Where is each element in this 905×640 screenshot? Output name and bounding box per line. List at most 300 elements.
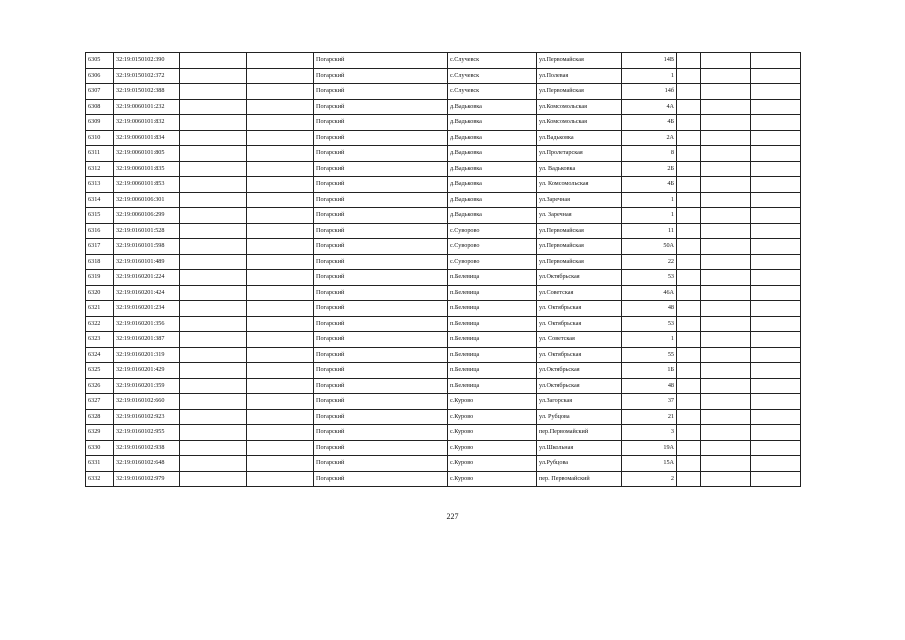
record-number-cell: 6312 xyxy=(86,161,114,177)
empty-cell xyxy=(180,115,247,131)
locality-cell: п.Белевица xyxy=(448,363,537,379)
cadastral-number-cell: 32:19:0160201:429 xyxy=(114,363,180,379)
house-number-cell: 53 xyxy=(622,270,677,286)
empty-cell xyxy=(751,394,801,410)
empty-cell xyxy=(247,130,314,146)
table-row xyxy=(86,192,801,208)
house-number-cell: 55 xyxy=(622,347,677,363)
district-cell: Погарский xyxy=(314,177,448,193)
empty-cell xyxy=(701,471,751,487)
empty-cell xyxy=(247,208,314,224)
property-registry-table xyxy=(85,52,801,487)
street-cell: ул.Октябрьская xyxy=(537,363,622,379)
district-cell: Погарский xyxy=(314,208,448,224)
district-cell: Погарский xyxy=(314,456,448,472)
empty-cell xyxy=(677,440,701,456)
street-cell: ул.Пролетарская xyxy=(537,146,622,162)
empty-cell xyxy=(247,332,314,348)
empty-cell xyxy=(247,146,314,162)
empty-cell xyxy=(247,456,314,472)
locality-cell: д.Вадьковка xyxy=(448,208,537,224)
record-number-cell: 6315 xyxy=(86,208,114,224)
empty-cell xyxy=(180,192,247,208)
cadastral-number-cell: 32:19:0150102:390 xyxy=(114,53,180,69)
empty-cell xyxy=(701,394,751,410)
record-number-cell: 6330 xyxy=(86,440,114,456)
district-cell: Погарский xyxy=(314,316,448,332)
empty-cell xyxy=(751,301,801,317)
street-cell: ул.Первомайская xyxy=(537,53,622,69)
empty-cell xyxy=(677,270,701,286)
cadastral-number-cell: 32:19:0060101:805 xyxy=(114,146,180,162)
empty-cell xyxy=(677,53,701,69)
locality-cell: с.Курово xyxy=(448,394,537,410)
table-row xyxy=(86,223,801,239)
district-cell: Погарский xyxy=(314,471,448,487)
empty-cell xyxy=(751,347,801,363)
cadastral-number-cell: 32:19:0160102:955 xyxy=(114,425,180,441)
empty-cell xyxy=(677,161,701,177)
cadastral-number-cell: 32:19:0160201:424 xyxy=(114,285,180,301)
record-number-cell: 6311 xyxy=(86,146,114,162)
street-cell: ул. Советская xyxy=(537,332,622,348)
table-row xyxy=(86,301,801,317)
district-cell: Погарский xyxy=(314,115,448,131)
locality-cell: с.Случевск xyxy=(448,68,537,84)
empty-cell xyxy=(701,347,751,363)
district-cell: Погарский xyxy=(314,146,448,162)
street-cell: ул. Октябрьская xyxy=(537,316,622,332)
empty-cell xyxy=(247,99,314,115)
empty-cell xyxy=(180,285,247,301)
empty-cell xyxy=(751,192,801,208)
empty-cell xyxy=(677,332,701,348)
street-cell: ул.Первомайская xyxy=(537,254,622,270)
empty-cell xyxy=(180,239,247,255)
house-number-cell: 3 xyxy=(622,425,677,441)
house-number-cell: 19А xyxy=(622,440,677,456)
empty-cell xyxy=(247,471,314,487)
empty-cell xyxy=(677,146,701,162)
locality-cell: с.Курово xyxy=(448,409,537,425)
empty-cell xyxy=(247,440,314,456)
table-row xyxy=(86,394,801,410)
empty-cell xyxy=(751,409,801,425)
house-number-cell: 1 xyxy=(622,68,677,84)
empty-cell xyxy=(751,177,801,193)
empty-cell xyxy=(751,254,801,270)
district-cell: Погарский xyxy=(314,409,448,425)
record-number-cell: 6323 xyxy=(86,332,114,348)
empty-cell xyxy=(180,363,247,379)
cadastral-number-cell: 32:19:0060106:299 xyxy=(114,208,180,224)
empty-cell xyxy=(247,161,314,177)
record-number-cell: 6309 xyxy=(86,115,114,131)
empty-cell xyxy=(247,409,314,425)
table-row xyxy=(86,146,801,162)
district-cell: Погарский xyxy=(314,347,448,363)
table-row xyxy=(86,363,801,379)
record-number-cell: 6332 xyxy=(86,471,114,487)
locality-cell: п.Белевица xyxy=(448,270,537,286)
street-cell: ул. Заречная xyxy=(537,208,622,224)
empty-cell xyxy=(751,270,801,286)
table-row xyxy=(86,208,801,224)
table-row xyxy=(86,130,801,146)
cadastral-number-cell: 32:19:0160201:387 xyxy=(114,332,180,348)
empty-cell xyxy=(701,456,751,472)
street-cell: пер.Первомайский xyxy=(537,425,622,441)
table-row xyxy=(86,440,801,456)
record-number-cell: 6305 xyxy=(86,53,114,69)
document-sheet xyxy=(85,52,800,487)
record-number-cell: 6326 xyxy=(86,378,114,394)
district-cell: Погарский xyxy=(314,130,448,146)
table-row xyxy=(86,285,801,301)
empty-cell xyxy=(701,254,751,270)
empty-cell xyxy=(180,53,247,69)
district-cell: Погарский xyxy=(314,270,448,286)
empty-cell xyxy=(677,254,701,270)
empty-cell xyxy=(751,456,801,472)
street-cell: ул.Заречная xyxy=(537,192,622,208)
empty-cell xyxy=(701,161,751,177)
empty-cell xyxy=(677,68,701,84)
cadastral-number-cell: 32:19:0060106:301 xyxy=(114,192,180,208)
house-number-cell: 11 xyxy=(622,223,677,239)
locality-cell: д.Вадьковка xyxy=(448,177,537,193)
district-cell: Погарский xyxy=(314,223,448,239)
record-number-cell: 6313 xyxy=(86,177,114,193)
empty-cell xyxy=(701,68,751,84)
record-number-cell: 6306 xyxy=(86,68,114,84)
empty-cell xyxy=(701,440,751,456)
empty-cell xyxy=(701,425,751,441)
empty-cell xyxy=(180,316,247,332)
empty-cell xyxy=(247,394,314,410)
district-cell: Погарский xyxy=(314,440,448,456)
table-row xyxy=(86,53,801,69)
street-cell: ул.Школьная xyxy=(537,440,622,456)
empty-cell xyxy=(247,177,314,193)
empty-cell xyxy=(180,440,247,456)
district-cell: Погарский xyxy=(314,53,448,69)
empty-cell xyxy=(247,84,314,100)
empty-cell xyxy=(751,316,801,332)
table-row xyxy=(86,68,801,84)
empty-cell xyxy=(751,440,801,456)
table-body xyxy=(86,53,801,487)
empty-cell xyxy=(180,456,247,472)
street-cell: ул.Октябрьская xyxy=(537,270,622,286)
empty-cell xyxy=(701,146,751,162)
cadastral-number-cell: 32:19:0160102:938 xyxy=(114,440,180,456)
house-number-cell: 22 xyxy=(622,254,677,270)
locality-cell: с.Суворово xyxy=(448,239,537,255)
house-number-cell: 21 xyxy=(622,409,677,425)
house-number-cell: 14В xyxy=(622,53,677,69)
record-number-cell: 6310 xyxy=(86,130,114,146)
district-cell: Погарский xyxy=(314,68,448,84)
street-cell: ул.Полевая xyxy=(537,68,622,84)
empty-cell xyxy=(701,208,751,224)
table-row xyxy=(86,254,801,270)
empty-cell xyxy=(701,84,751,100)
empty-cell xyxy=(751,115,801,131)
house-number-cell: 1 xyxy=(622,332,677,348)
empty-cell xyxy=(247,115,314,131)
empty-cell xyxy=(247,347,314,363)
house-number-cell: 46А xyxy=(622,285,677,301)
table-row xyxy=(86,471,801,487)
record-number-cell: 6327 xyxy=(86,394,114,410)
empty-cell xyxy=(701,270,751,286)
record-number-cell: 6307 xyxy=(86,84,114,100)
cadastral-number-cell: 32:19:0160101:489 xyxy=(114,254,180,270)
district-cell: Погарский xyxy=(314,425,448,441)
cadastral-number-cell: 32:19:0060101:853 xyxy=(114,177,180,193)
house-number-cell: 1 xyxy=(622,192,677,208)
district-cell: Погарский xyxy=(314,99,448,115)
empty-cell xyxy=(247,68,314,84)
locality-cell: п.Белевица xyxy=(448,347,537,363)
record-number-cell: 6318 xyxy=(86,254,114,270)
table-row xyxy=(86,177,801,193)
empty-cell xyxy=(751,332,801,348)
empty-cell xyxy=(180,84,247,100)
locality-cell: д.Вадьковка xyxy=(448,99,537,115)
locality-cell: д.Вадьковка xyxy=(448,130,537,146)
locality-cell: п.Белевица xyxy=(448,301,537,317)
locality-cell: с.Случевск xyxy=(448,53,537,69)
district-cell: Погарский xyxy=(314,161,448,177)
empty-cell xyxy=(751,425,801,441)
table-row xyxy=(86,425,801,441)
cadastral-number-cell: 32:19:0160201:234 xyxy=(114,301,180,317)
cadastral-number-cell: 32:19:0160201:359 xyxy=(114,378,180,394)
district-cell: Погарский xyxy=(314,192,448,208)
table-row xyxy=(86,239,801,255)
empty-cell xyxy=(677,456,701,472)
empty-cell xyxy=(751,378,801,394)
empty-cell xyxy=(701,130,751,146)
empty-cell xyxy=(180,68,247,84)
empty-cell xyxy=(247,223,314,239)
locality-cell: с.Курово xyxy=(448,425,537,441)
table-row xyxy=(86,316,801,332)
record-number-cell: 6329 xyxy=(86,425,114,441)
locality-cell: с.Курово xyxy=(448,440,537,456)
street-cell: ул. Вадьковка xyxy=(537,161,622,177)
empty-cell xyxy=(751,208,801,224)
locality-cell: д.Вадьковка xyxy=(448,192,537,208)
house-number-cell: 53 xyxy=(622,316,677,332)
house-number-cell: 15А xyxy=(622,456,677,472)
house-number-cell: 1Б xyxy=(622,363,677,379)
empty-cell xyxy=(701,53,751,69)
house-number-cell: 2А xyxy=(622,130,677,146)
street-cell: ул.Вадьковка xyxy=(537,130,622,146)
empty-cell xyxy=(247,378,314,394)
district-cell: Погарский xyxy=(314,394,448,410)
record-number-cell: 6325 xyxy=(86,363,114,379)
empty-cell xyxy=(701,239,751,255)
house-number-cell: 8 xyxy=(622,146,677,162)
locality-cell: с.Случевск xyxy=(448,84,537,100)
empty-cell xyxy=(701,316,751,332)
empty-cell xyxy=(677,177,701,193)
cadastral-number-cell: 32:19:0060101:832 xyxy=(114,115,180,131)
empty-cell xyxy=(701,301,751,317)
empty-cell xyxy=(701,378,751,394)
empty-cell xyxy=(701,177,751,193)
cadastral-number-cell: 32:19:0060101:835 xyxy=(114,161,180,177)
street-cell: ул.Комсомольская xyxy=(537,115,622,131)
empty-cell xyxy=(701,285,751,301)
empty-cell xyxy=(677,192,701,208)
record-number-cell: 6308 xyxy=(86,99,114,115)
empty-cell xyxy=(701,115,751,131)
street-cell: ул.Рубцова xyxy=(537,456,622,472)
empty-cell xyxy=(180,301,247,317)
locality-cell: д.Вадьковка xyxy=(448,146,537,162)
record-number-cell: 6324 xyxy=(86,347,114,363)
empty-cell xyxy=(180,99,247,115)
empty-cell xyxy=(751,363,801,379)
record-number-cell: 6317 xyxy=(86,239,114,255)
house-number-cell: 50А xyxy=(622,239,677,255)
table-row xyxy=(86,115,801,131)
street-cell: ул. Рубцова xyxy=(537,409,622,425)
empty-cell xyxy=(247,301,314,317)
empty-cell xyxy=(180,425,247,441)
street-cell: ул.Загорская xyxy=(537,394,622,410)
empty-cell xyxy=(677,394,701,410)
cadastral-number-cell: 32:19:0160102:923 xyxy=(114,409,180,425)
empty-cell xyxy=(751,84,801,100)
record-number-cell: 6319 xyxy=(86,270,114,286)
empty-cell xyxy=(180,471,247,487)
record-number-cell: 6321 xyxy=(86,301,114,317)
cadastral-number-cell: 32:19:0060101:232 xyxy=(114,99,180,115)
empty-cell xyxy=(180,347,247,363)
empty-cell xyxy=(677,208,701,224)
street-cell: ул. Октябрьская xyxy=(537,301,622,317)
empty-cell xyxy=(180,394,247,410)
empty-cell xyxy=(180,208,247,224)
empty-cell xyxy=(751,68,801,84)
empty-cell xyxy=(180,378,247,394)
empty-cell xyxy=(180,409,247,425)
cadastral-number-cell: 32:19:0160102:648 xyxy=(114,456,180,472)
empty-cell xyxy=(677,471,701,487)
empty-cell xyxy=(751,130,801,146)
district-cell: Погарский xyxy=(314,301,448,317)
cadastral-number-cell: 32:19:0160102:979 xyxy=(114,471,180,487)
empty-cell xyxy=(677,285,701,301)
empty-cell xyxy=(180,254,247,270)
locality-cell: д.Вадьковка xyxy=(448,161,537,177)
empty-cell xyxy=(677,316,701,332)
cadastral-number-cell: 32:19:0160101:528 xyxy=(114,223,180,239)
empty-cell xyxy=(677,239,701,255)
empty-cell xyxy=(751,239,801,255)
empty-cell xyxy=(701,409,751,425)
empty-cell xyxy=(701,223,751,239)
empty-cell xyxy=(701,363,751,379)
empty-cell xyxy=(180,130,247,146)
locality-cell: п.Белевица xyxy=(448,285,537,301)
cadastral-number-cell: 32:19:0160201:356 xyxy=(114,316,180,332)
empty-cell xyxy=(751,471,801,487)
empty-cell xyxy=(677,84,701,100)
page-number: 227 xyxy=(446,512,459,521)
empty-cell xyxy=(701,99,751,115)
street-cell: ул.Первомайская xyxy=(537,239,622,255)
empty-cell xyxy=(180,223,247,239)
house-number-cell: 1 xyxy=(622,208,677,224)
street-cell: ул. Комсомольская xyxy=(537,177,622,193)
empty-cell xyxy=(677,347,701,363)
house-number-cell: 37 xyxy=(622,394,677,410)
empty-cell xyxy=(751,146,801,162)
empty-cell xyxy=(751,223,801,239)
empty-cell xyxy=(180,177,247,193)
cadastral-number-cell: 32:19:0160102:660 xyxy=(114,394,180,410)
street-cell: ул. Октябрьская xyxy=(537,347,622,363)
street-cell: ул.Комсомольская xyxy=(537,99,622,115)
street-cell: ул.Октябрьская xyxy=(537,378,622,394)
street-cell: пер. Первомайский xyxy=(537,471,622,487)
locality-cell: с.Курово xyxy=(448,471,537,487)
locality-cell: п.Белевица xyxy=(448,316,537,332)
house-number-cell: 2Б xyxy=(622,161,677,177)
record-number-cell: 6316 xyxy=(86,223,114,239)
empty-cell xyxy=(247,53,314,69)
table-row xyxy=(86,378,801,394)
record-number-cell: 6314 xyxy=(86,192,114,208)
house-number-cell: 4Б xyxy=(622,115,677,131)
record-number-cell: 6320 xyxy=(86,285,114,301)
locality-cell: с.Суворово xyxy=(448,254,537,270)
table-row xyxy=(86,270,801,286)
empty-cell xyxy=(180,146,247,162)
empty-cell xyxy=(677,99,701,115)
district-cell: Погарский xyxy=(314,239,448,255)
empty-cell xyxy=(247,270,314,286)
cadastral-number-cell: 32:19:0160201:224 xyxy=(114,270,180,286)
empty-cell xyxy=(180,270,247,286)
table-row xyxy=(86,409,801,425)
locality-cell: п.Белевица xyxy=(448,332,537,348)
record-number-cell: 6322 xyxy=(86,316,114,332)
locality-cell: с.Курово xyxy=(448,456,537,472)
table-row xyxy=(86,347,801,363)
district-cell: Погарский xyxy=(314,84,448,100)
street-cell: ул.Первомайская xyxy=(537,223,622,239)
table-row xyxy=(86,99,801,115)
empty-cell xyxy=(701,192,751,208)
house-number-cell: 4А xyxy=(622,99,677,115)
empty-cell xyxy=(677,115,701,131)
street-cell: ул.Советская xyxy=(537,285,622,301)
table-row xyxy=(86,84,801,100)
cadastral-number-cell: 32:19:0060101:834 xyxy=(114,130,180,146)
empty-cell xyxy=(677,425,701,441)
empty-cell xyxy=(677,409,701,425)
empty-cell xyxy=(247,316,314,332)
empty-cell xyxy=(677,301,701,317)
